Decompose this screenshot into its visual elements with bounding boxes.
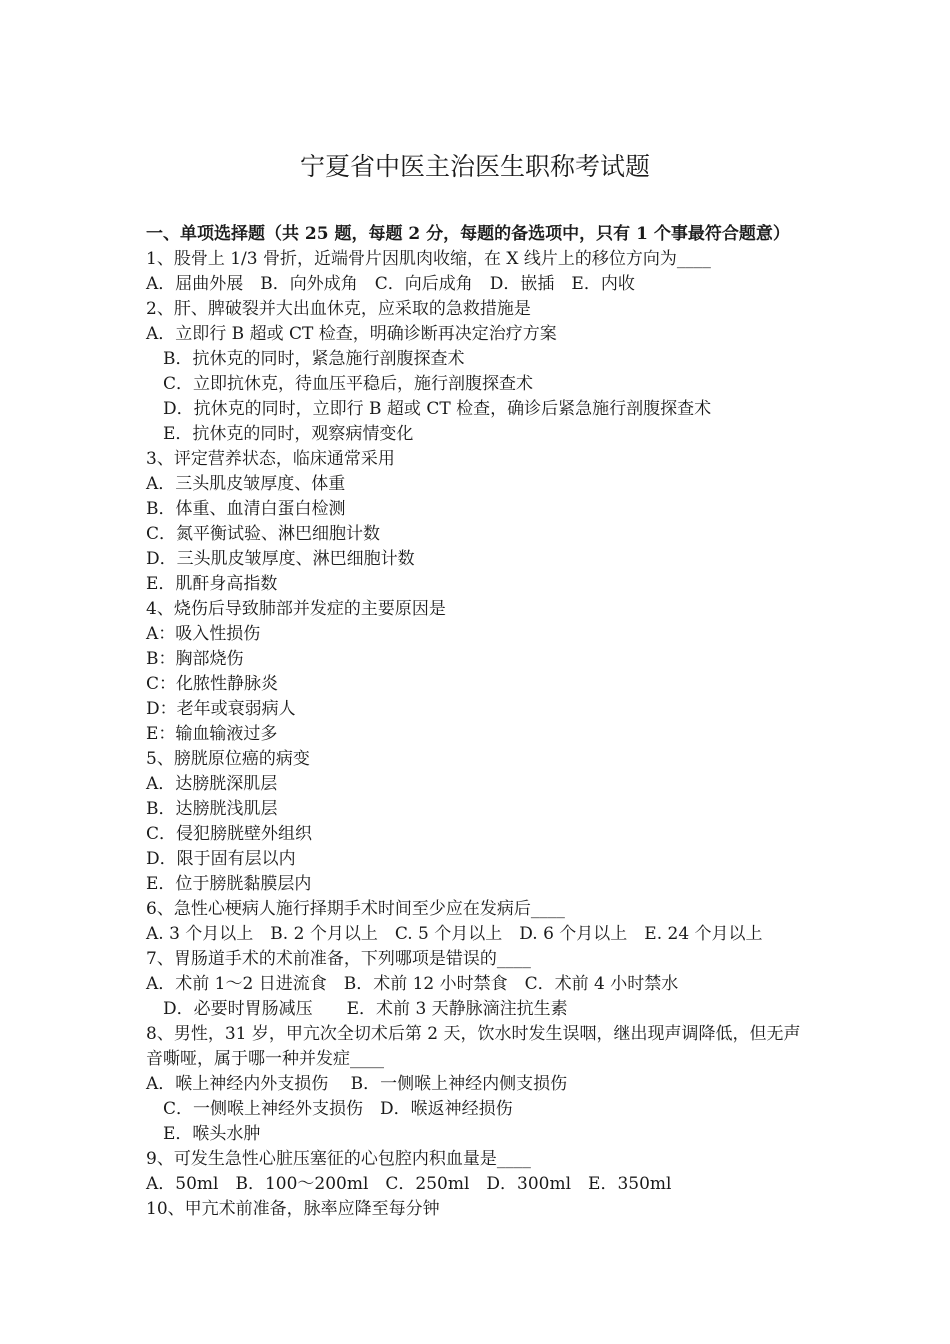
question-line: D．限于固有层以内: [146, 849, 296, 869]
question-line: 7、胃肠道手术的术前准备，下列哪项是错误的____: [146, 949, 531, 969]
question-line: C．立即抗休克，待血压平稳后，施行剖腹探查术: [163, 374, 534, 394]
question-line: A．达膀胱深肌层: [146, 774, 278, 794]
question-line: 5、膀胱原位癌的病变: [146, 749, 310, 769]
question-line: A．立即行 B 超或 CT 检查，明确诊断再决定治疗方案: [146, 324, 557, 344]
question-line: 9、可发生急性心脏压塞征的心包腔内积血量是____: [146, 1149, 531, 1169]
question-line: A．50ml B．100～200ml C．250ml D．300ml E．350ml: [146, 1174, 672, 1194]
question-line: A. 3 个月以上 B. 2 个月以上 C. 5 个月以上 D. 6 个月以上 E. 24 个月以上: [146, 924, 763, 944]
section-header: 一、单项选择题（共 25 题，每题 2 分，每题的备选项中，只有 1 个事最符合题意）: [146, 224, 790, 244]
question-line: 1、股骨上 1/3 骨折，近端骨片因肌肉收缩，在 X 线片上的移位方向为____: [146, 249, 711, 269]
question-line: B．达膀胱浅肌层: [146, 799, 278, 819]
question-line: C．一侧喉上神经外支损伤 D．喉返神经损伤: [163, 1099, 513, 1119]
question-line: A：吸入性损伤: [146, 624, 261, 644]
question-line: E．位于膀胱黏膜层内: [146, 874, 312, 894]
question-line: D．抗休克的同时，立即行 B 超或 CT 检查，确诊后紧急施行剖腹探查术: [163, 399, 712, 419]
question-line: 10、甲亢术前准备，脉率应降至每分钟: [146, 1199, 440, 1219]
question-line: E．喉头水肿: [163, 1124, 261, 1144]
question-line: B．抗休克的同时，紧急施行剖腹探查术: [163, 349, 465, 369]
question-line: E：输血输液过多: [146, 724, 278, 744]
question-line: 2、肝、脾破裂并大出血休克，应采取的急救措施是: [146, 299, 531, 319]
question-line: D．必要时胃肠减压 E．术前 3 天静脉滴注抗生素: [163, 999, 568, 1019]
question-line: E．抗休克的同时，观察病情变化: [163, 424, 414, 444]
exam-content: [146, 222, 816, 1222]
question-line: A．三头肌皮皱厚度、体重: [146, 474, 346, 494]
question-line: 4、烧伤后导致肺部并发症的主要原因是: [146, 599, 446, 619]
question-line: C．氮平衡试验、淋巴细胞计数: [146, 524, 381, 544]
question-line: A．术前 1～2 日进流食 B．术前 12 小时禁食 C．术前 4 小时禁水: [146, 974, 679, 994]
question-line: D：老年或衰弱病人: [146, 699, 296, 719]
page-title: 宁夏省中医主治医生职称考试题: [299, 152, 650, 181]
question-line: C：化脓性静脉炎: [146, 674, 279, 694]
question-line: C．侵犯膀胱壁外组织: [146, 824, 313, 844]
question-line: B．体重、血清白蛋白检测: [146, 499, 346, 519]
question-line: A．屈曲外展 B．向外成角 C．向后成角 D．嵌插 E．内收: [146, 274, 635, 294]
question-line: E．肌酐身高指数: [146, 574, 278, 594]
question-line: 8、男性，31 岁，甲亢次全切术后第 2 天，饮水时发生误咽，继出现声调降低，但无声音嘶哑，属于哪一种并发症____: [146, 1024, 801, 1069]
question-line: D．三头肌皮皱厚度、淋巴细胞计数: [146, 549, 415, 569]
question-line: 6、急性心梗病人施行择期手术时间至少应在发病后____: [146, 899, 565, 919]
question-line: B：胸部烧伤: [146, 649, 244, 669]
question-line: A．喉上神经内外支损伤 B．一侧喉上神经内侧支损伤: [146, 1074, 568, 1094]
question-line: 3、评定营养状态，临床通常采用: [146, 449, 395, 469]
